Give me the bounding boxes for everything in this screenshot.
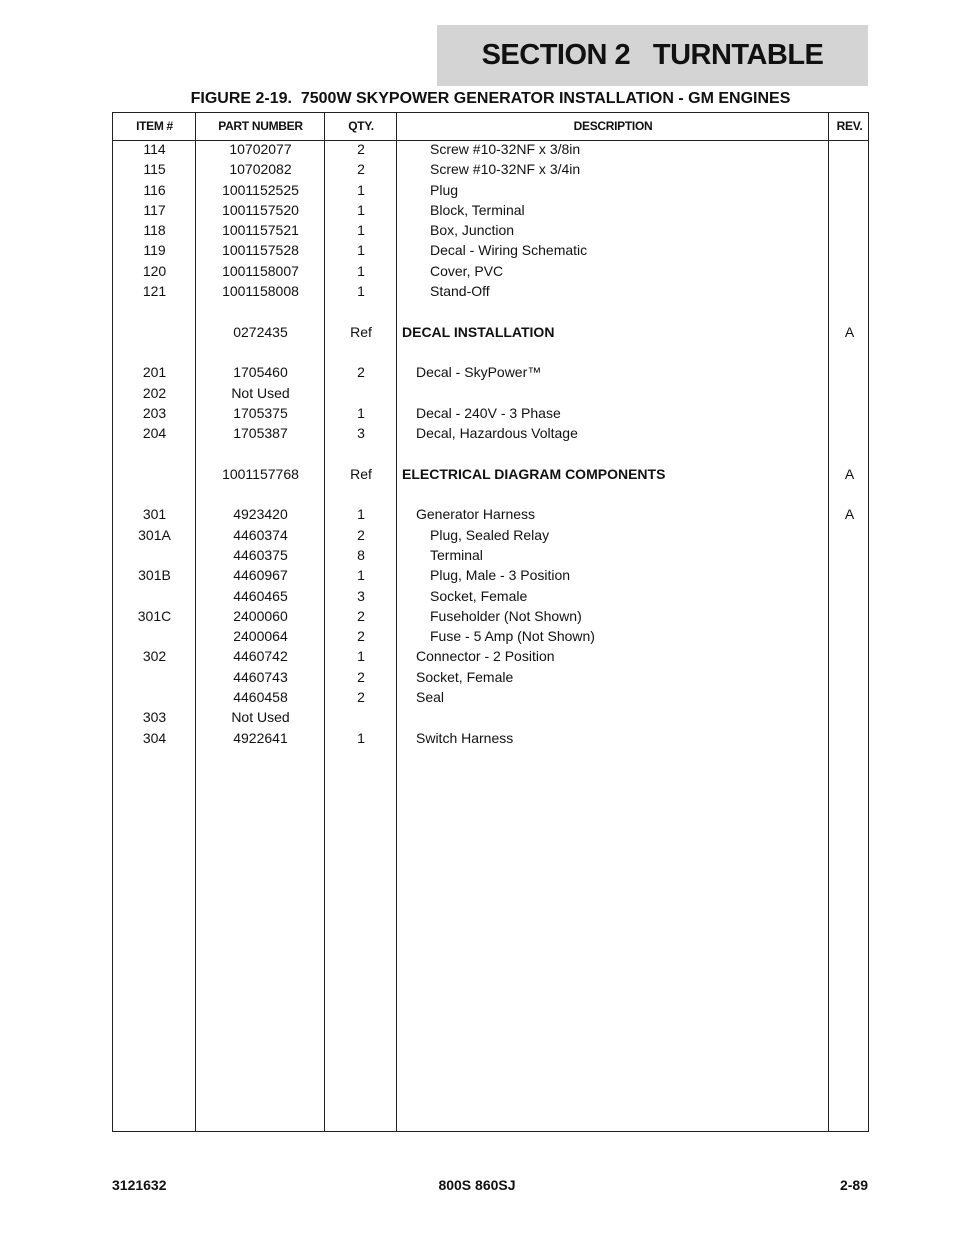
part-number: 4460967 bbox=[233, 567, 288, 584]
item-number: 301C bbox=[137, 607, 172, 624]
table-row bbox=[113, 159, 868, 179]
part-number: 10702077 bbox=[229, 141, 292, 157]
part-number: 4460743 bbox=[233, 668, 288, 685]
description: Block, Terminal bbox=[430, 201, 525, 218]
description: Plug, Sealed Relay bbox=[430, 526, 550, 543]
description: Stand-Off bbox=[430, 283, 490, 300]
column-header-part-number: PART NUMBER bbox=[218, 119, 303, 133]
part-number: 1001158008 bbox=[222, 283, 299, 300]
table-row bbox=[113, 565, 868, 585]
quantity: 1 bbox=[357, 222, 365, 239]
quantity: 2 bbox=[357, 364, 365, 381]
part-number: 4460458 bbox=[233, 689, 288, 706]
table-row bbox=[113, 687, 868, 707]
table-row bbox=[113, 728, 868, 748]
table-body bbox=[113, 139, 868, 748]
part-number: 4460742 bbox=[233, 648, 288, 665]
part-number: 10702082 bbox=[229, 161, 292, 178]
table-row bbox=[113, 484, 868, 504]
table-row bbox=[113, 606, 868, 626]
description: Box, Junction bbox=[430, 222, 515, 239]
description: Screw #10-32NF x 3/4in bbox=[430, 161, 581, 178]
part-number: 4460375 bbox=[233, 546, 288, 563]
description: Screw #10-32NF x 3/8in bbox=[430, 141, 581, 157]
item-number: 118 bbox=[143, 222, 166, 239]
quantity: 2 bbox=[357, 689, 365, 706]
table-row bbox=[113, 586, 868, 606]
quantity: 1 bbox=[357, 567, 365, 584]
description: Socket, Female bbox=[416, 668, 514, 685]
table-row bbox=[113, 626, 868, 646]
table-row bbox=[113, 220, 868, 240]
item-number: 116 bbox=[143, 181, 166, 198]
item-number: 204 bbox=[142, 425, 167, 442]
item-number: 121 bbox=[142, 283, 167, 300]
quantity: 2 bbox=[357, 526, 365, 543]
quantity: 2 bbox=[357, 668, 365, 685]
column-header-rev: REV. bbox=[836, 119, 863, 133]
table-row bbox=[113, 261, 868, 281]
table-row bbox=[113, 667, 868, 687]
footer-model: 800S 860SJ bbox=[438, 1177, 516, 1193]
quantity: 2 bbox=[357, 607, 365, 624]
description: Generator Harness bbox=[416, 506, 536, 523]
footer-page-number: 2-89 bbox=[839, 1177, 868, 1193]
table-row bbox=[113, 504, 868, 524]
quantity: Ref bbox=[350, 323, 372, 340]
item-number: 302 bbox=[142, 648, 167, 665]
item-number: 119 bbox=[143, 242, 166, 259]
table-row bbox=[113, 443, 868, 463]
description: Decal - SkyPower™ bbox=[416, 364, 542, 381]
item-number: 304 bbox=[142, 729, 167, 746]
revision: A bbox=[844, 465, 855, 482]
quantity: 8 bbox=[357, 546, 365, 563]
item-number: 201 bbox=[142, 364, 167, 381]
part-number: 0272435 bbox=[233, 323, 288, 340]
item-number: 115 bbox=[143, 161, 166, 178]
part-number: 4460374 bbox=[233, 526, 288, 543]
table-row bbox=[113, 240, 868, 260]
table-row bbox=[113, 646, 868, 666]
part-number: 1001157520 bbox=[222, 201, 299, 218]
description: Terminal bbox=[430, 546, 483, 563]
part-number: 1001157528 bbox=[222, 242, 299, 259]
part-number: 1001158007 bbox=[222, 262, 299, 279]
column-header-item: ITEM # bbox=[136, 119, 173, 133]
description: Connector - 2 Position bbox=[416, 648, 555, 665]
table-row bbox=[113, 707, 868, 727]
part-number: Not Used bbox=[231, 709, 290, 726]
table-row bbox=[113, 180, 868, 200]
quantity: 2 bbox=[357, 161, 365, 178]
item-number: 114 bbox=[143, 141, 166, 157]
item-number: 203 bbox=[142, 404, 167, 421]
description: Seal bbox=[416, 689, 445, 706]
quantity: 1 bbox=[357, 404, 365, 421]
quantity: 1 bbox=[357, 283, 365, 300]
part-number: 2400064 bbox=[233, 628, 288, 645]
quantity: 2 bbox=[357, 628, 365, 645]
quantity: 2 bbox=[357, 141, 365, 157]
table-row bbox=[113, 525, 868, 545]
table-row bbox=[113, 464, 868, 484]
quantity: 1 bbox=[357, 262, 365, 279]
section-banner: SECTION 2 TURNTABLE bbox=[437, 25, 868, 86]
part-number: 1705460 bbox=[233, 364, 288, 381]
description: Socket, Female bbox=[430, 587, 528, 604]
description: Fuseholder (Not Shown) bbox=[430, 607, 582, 624]
part-number: 1001157768 bbox=[222, 465, 299, 482]
parts-table bbox=[112, 112, 869, 1132]
part-number: 4922641 bbox=[233, 729, 288, 746]
table-row bbox=[113, 301, 868, 321]
description: Plug, Male - 3 Position bbox=[430, 567, 571, 584]
quantity: 1 bbox=[357, 181, 365, 198]
quantity: 1 bbox=[357, 201, 365, 218]
part-number: Not Used bbox=[231, 384, 290, 401]
quantity: 3 bbox=[357, 425, 365, 442]
quantity: 3 bbox=[357, 587, 365, 604]
table-row bbox=[113, 403, 868, 423]
column-header-description: DESCRIPTION bbox=[573, 119, 653, 133]
revision: A bbox=[844, 506, 855, 523]
column-header-qty: QTY. bbox=[348, 119, 374, 133]
table-row bbox=[113, 322, 868, 342]
description: Decal, Hazardous Voltage bbox=[416, 425, 578, 442]
table-row bbox=[113, 423, 868, 443]
quantity: Ref bbox=[350, 465, 372, 482]
part-number: 2400060 bbox=[233, 607, 288, 624]
description: DECAL INSTALLATION bbox=[402, 323, 555, 340]
quantity: 1 bbox=[357, 648, 365, 665]
description: Decal - 240V - 3 Phase bbox=[416, 404, 561, 421]
figure-title: FIGURE 2-19. 7500W SKYPOWER GENERATOR INSTALLATION - GM ENGINES bbox=[190, 90, 791, 107]
part-number: 1705387 bbox=[233, 425, 288, 442]
footer-doc-number: 3121632 bbox=[112, 1177, 167, 1193]
table-row bbox=[113, 362, 868, 382]
part-number: 1705375 bbox=[233, 404, 288, 421]
description: Switch Harness bbox=[416, 729, 514, 746]
item-number: 117 bbox=[143, 201, 166, 218]
table-row bbox=[113, 139, 868, 159]
table-row bbox=[113, 200, 868, 220]
description: Plug bbox=[430, 181, 459, 198]
part-number: 1001157521 bbox=[222, 222, 299, 239]
part-number: 1001152525 bbox=[222, 181, 299, 198]
quantity: 1 bbox=[357, 242, 365, 259]
quantity: 1 bbox=[357, 729, 365, 746]
item-number: 301 bbox=[142, 506, 167, 523]
item-number: 120 bbox=[142, 262, 167, 279]
revision: A bbox=[844, 323, 855, 340]
description: Decal - Wiring Schematic bbox=[430, 242, 588, 259]
part-number: 4923420 bbox=[233, 506, 288, 523]
item-number: 303 bbox=[142, 709, 167, 726]
item-number: 301B bbox=[138, 567, 171, 584]
table-row bbox=[113, 342, 868, 362]
part-number: 4460465 bbox=[233, 587, 288, 604]
quantity: 1 bbox=[357, 506, 365, 523]
table-row bbox=[113, 281, 868, 301]
table-row bbox=[113, 383, 868, 403]
item-number: 202 bbox=[142, 384, 167, 401]
description: Cover, PVC bbox=[430, 262, 504, 279]
description: ELECTRICAL DIAGRAM COMPONENTS bbox=[402, 465, 666, 482]
item-number: 301A bbox=[138, 526, 171, 543]
description: Fuse - 5 Amp (Not Shown) bbox=[430, 628, 595, 645]
table-row bbox=[113, 545, 868, 565]
